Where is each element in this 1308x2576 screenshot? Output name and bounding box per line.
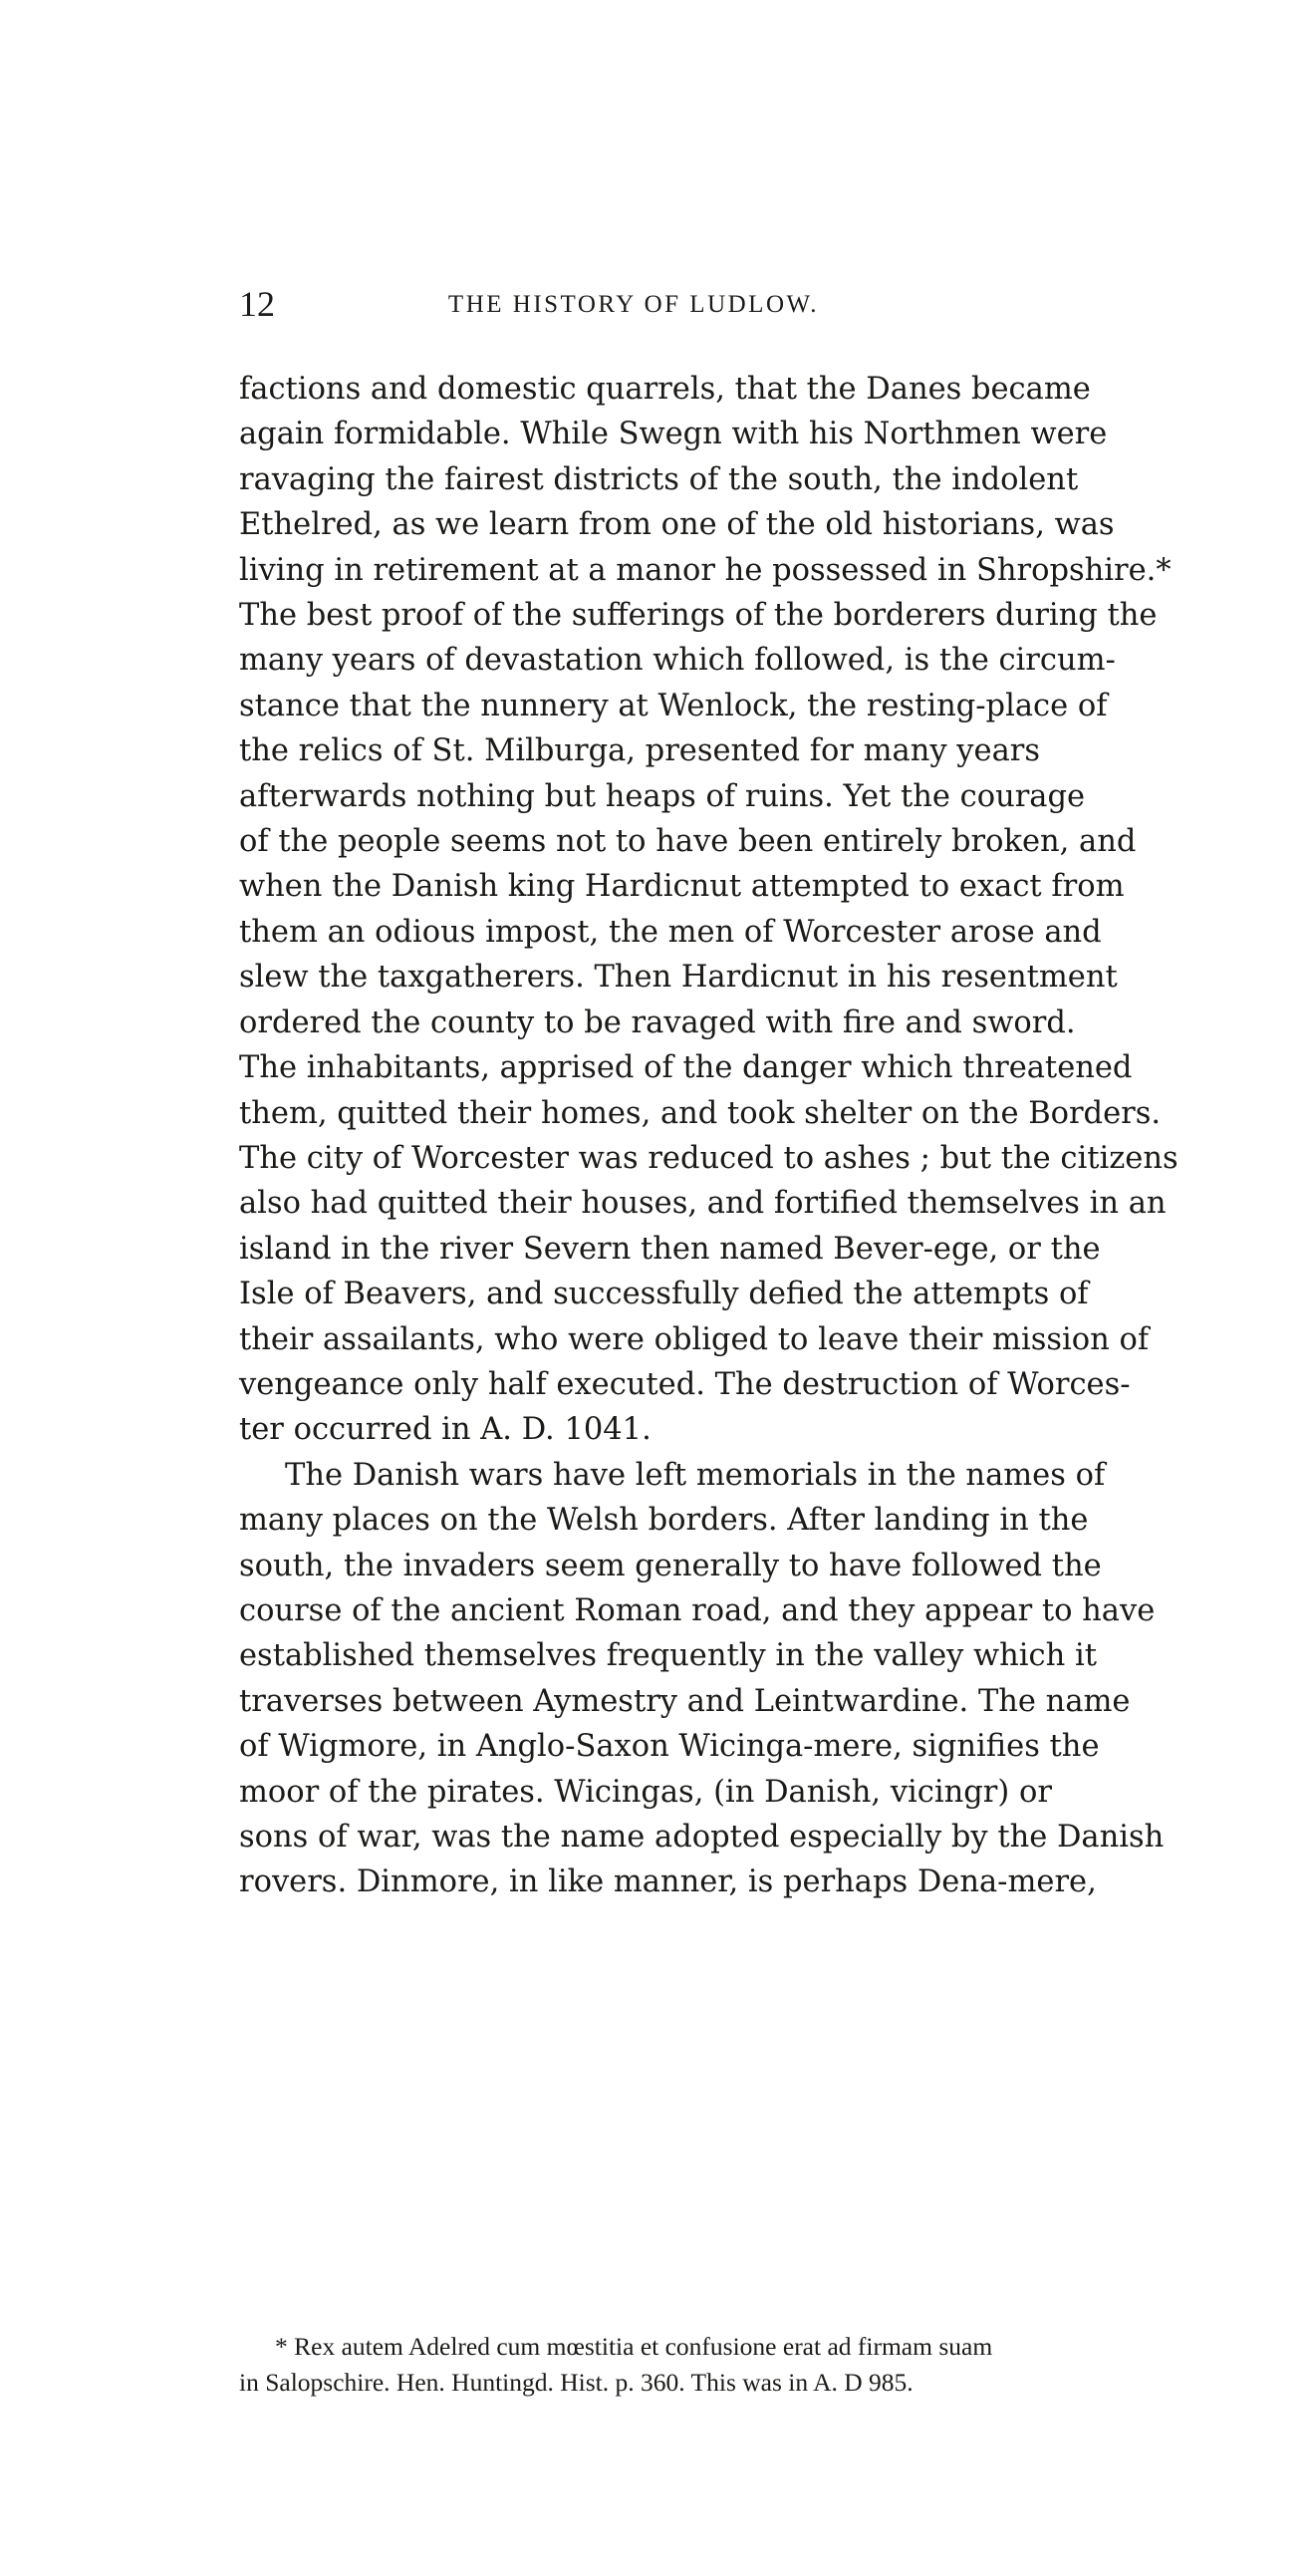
- text-line: vengeance only half executed. The destruction of Worces-: [239, 1366, 1131, 1402]
- footnote-line: * Rex autem Adelred cum mœstitia et confusione erat ad firmam suam: [275, 2332, 993, 2361]
- text-line: many places on the Welsh borders. After landing in the: [239, 1503, 1089, 1539]
- text-line: again formidable. While Swegn with his Northmen were: [239, 417, 1108, 452]
- text-line: slew the taxgatherers. Then Hardicnut in his resentment: [239, 960, 1118, 996]
- text-line: The inhabitants, apprised of the danger which threatened: [239, 1050, 1133, 1086]
- text-line: south, the invaders seem generally to have followed the: [239, 1548, 1102, 1583]
- text-line: of Wigmore, in Anglo-Saxon Wicinga-mere, signifies the: [239, 1729, 1100, 1765]
- text-line: living in retirement at a manor he possessed in Shropshire.*: [239, 552, 1172, 588]
- text-line: The Danish wars have left memorials in the names of: [285, 1457, 1106, 1493]
- text-line: ravaging the fairest districts of the south, the indolent: [239, 461, 1079, 497]
- text-line: Isle of Beavers, and successfully defied the attempts of: [239, 1277, 1089, 1312]
- text-line: ordered the county to be ravaged with fire and sword.: [239, 1004, 1076, 1040]
- text-line: island in the river Severn then named Bever-ege, or the: [239, 1231, 1101, 1267]
- text-line: sons of war, was the name adopted especially by the Danish: [239, 1820, 1165, 1855]
- text-line: of the people seems not to have been entirely broken, and: [239, 824, 1137, 860]
- text-line: them, quitted their homes, and took shelter on the Borders.: [239, 1095, 1162, 1131]
- text-line: many years of devastation which followed, is the circum-: [239, 643, 1116, 679]
- text-line: rovers. Dinmore, in like manner, is perhaps Dena-mere,: [239, 1864, 1097, 1900]
- text-line: afterwards nothing but heaps of ruins. Yet the courage: [239, 778, 1086, 814]
- text-line: course of the ancient Roman road, and they appear to have: [239, 1592, 1156, 1628]
- text-line: the relics of St. Milburga, presented for many years: [239, 733, 1041, 769]
- text-line: stance that the nunnery at Wenlock, the resting-place of: [239, 688, 1108, 723]
- text-line: Ethelred, as we learn from one of the old historians, was: [239, 507, 1115, 543]
- text-line: The city of Worcester was reduced to ashes ; but the citizens: [239, 1140, 1178, 1176]
- text-line: also had quitted their houses, and fortified themselves in an: [239, 1186, 1167, 1222]
- text-line: their assailants, who were obliged to leave their mission of: [239, 1321, 1150, 1357]
- paragraph-1: [239, 367, 1178, 1453]
- running-head: [239, 284, 998, 324]
- footnote: [239, 2329, 998, 2401]
- footnote-line: in Salopschire. Hen. Huntingd. Hist. p. 360. This was in A. D 985.: [239, 2368, 914, 2397]
- paragraph-2: [239, 1453, 1165, 1905]
- text-line: moor of the pirates. Wicingas, (in Danish, vicingr) or: [239, 1774, 1052, 1810]
- text-line: factions and domestic quarrels, that the Danes became: [239, 372, 1091, 407]
- text-line: The best proof of the sufferings of the borderers during the: [239, 598, 1158, 634]
- text-line: ter occurred in A. D. 1041.: [239, 1412, 652, 1448]
- page-number: 12: [239, 284, 275, 324]
- text-line: established themselves frequently in the valley which it: [239, 1638, 1097, 1674]
- body-text: [239, 367, 1178, 1905]
- text-line: when the Danish king Hardicnut attempted to exact from: [239, 869, 1125, 905]
- text-line: traverses between Aymestry and Leintwardine. The name: [239, 1683, 1131, 1719]
- running-title: THE HISTORY OF LUDLOW.: [447, 291, 820, 318]
- text-line: them an odious impost, the men of Worcester arose and: [239, 914, 1102, 950]
